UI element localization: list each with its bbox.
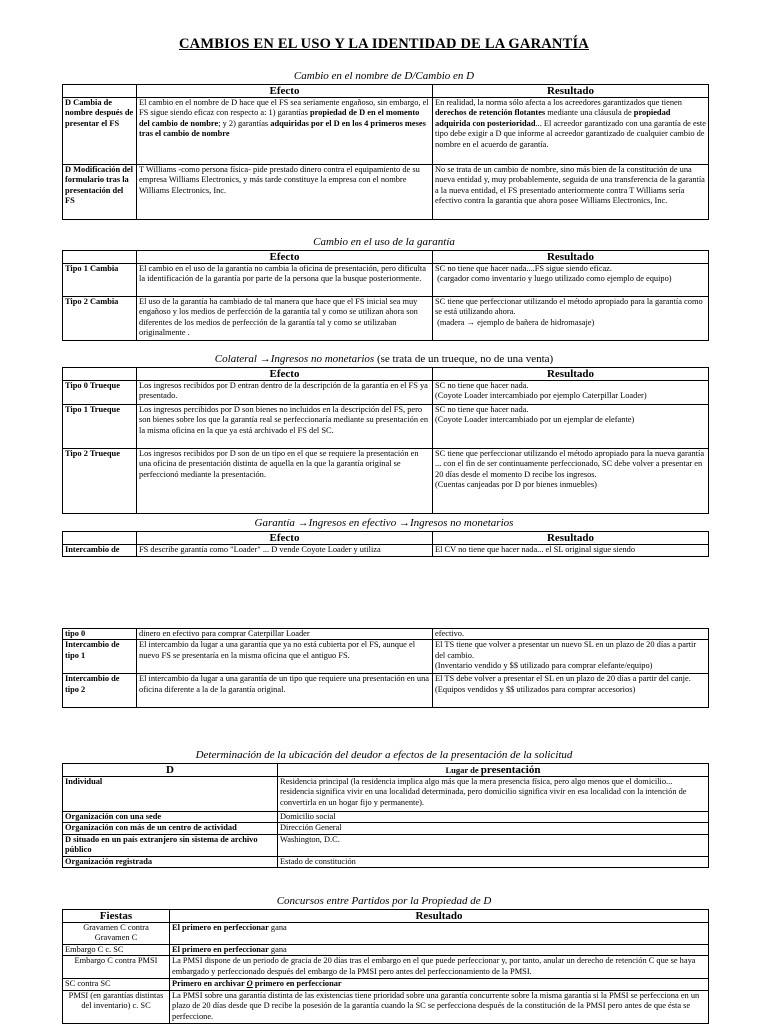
resultado-cell: El CV no tiene que hacer nada... el SL original sigue siendo	[433, 545, 709, 557]
row-label: tipo 0	[63, 629, 137, 640]
result-cell	[170, 979, 709, 990]
table-use-change	[62, 250, 709, 341]
result-cell	[170, 923, 709, 945]
efecto-cell: El cambio en el uso de la garantía no cambia la oficina de presentación, pero dificulta la identificación de la garantía por parte de la persona que la busque posteriormente.	[137, 264, 433, 297]
table-row	[63, 923, 709, 945]
row-label: Tipo 2 Cambia	[63, 297, 137, 341]
table-debtor-location	[62, 763, 709, 868]
text-run: En realidad, la norma sólo afecta a los acreedores garantizados que tienen	[435, 98, 682, 107]
resultado-cell: El TS tiene que volver a presentar un nuevo SL en un plazo de 20 días a partir del cambio. (Inventario vendido y $$ utilizado para comprar elefante/equipo)	[433, 640, 709, 674]
table-contests	[62, 909, 709, 1024]
resultado-cell: SC no tiene que hacer nada....FS sigue siendo eficaz. (cargador como inventario y luego utilizado como ejemplo de equipo)	[433, 264, 709, 297]
table-row	[63, 856, 709, 867]
result-cell	[170, 945, 709, 956]
efecto-cell: El uso de la garantía ha cambiado de tal manera que hace que el FS inicial sea muy engañoso y los medios de perfección de la garantía tal y como se utilizan ahora son diferentes de los medios de perfección de la garantía tal y como se utilizaban originalmente .	[137, 297, 433, 341]
efecto-cell: El intercambio da lugar a una garantía de un tipo que requiere una presentación en una oficina diferente a la de la garantía original.	[137, 674, 433, 708]
table-row	[63, 264, 709, 297]
resultado-cell: SC tiene que perfeccionar utilizando el método apropiado para la nueva garantía ... con el fin de ser continuamente perfeccionado, SC debe volver a presentar en 20 días desde el momento D recibe los ingresos. (Cuentas canjeadas por D por bienes inmuebles)	[433, 449, 709, 514]
section-caption-debtor-location: Determinación de la ubicación del deudor a efectos de la presentación de la solicitud	[195, 749, 573, 761]
row-label: Intercambio de tipo 1	[63, 640, 137, 674]
resultado-cell: El TS debe volver a presentar el SL en un plazo de 20 días a partir del canje. (Equipos vendidos y $$ utilizados para comprar accesorios)	[433, 674, 709, 708]
debtor-type: Individual	[63, 777, 278, 812]
table-row	[63, 640, 709, 674]
table-cash-proceeds-cont	[62, 628, 709, 708]
row-label: Intercambio de	[63, 545, 137, 557]
table-row	[63, 674, 709, 708]
text-run: adquiridas por el D en los 4 primeros meses tras el cambio de nombre	[139, 118, 426, 139]
text-run: El cambio en el nombre de D hace que el FS sea seriamente engañoso, sin embargo, el FS sigue siendo eficaz con respecto a: 1) garantías	[139, 98, 429, 118]
text-run: gana	[268, 923, 287, 932]
table-barter	[62, 367, 709, 514]
efecto-cell	[137, 98, 433, 165]
text-run: propiedad de D en el momento del cambio de nombre	[139, 108, 420, 128]
filing-place: Dirección General	[278, 823, 709, 834]
row-label: Intercambio de tipo 2	[63, 674, 137, 708]
table-row	[63, 629, 709, 640]
parties: Gravamen C contra Gravamen C	[63, 923, 170, 945]
header-resultado: Resultado	[170, 910, 709, 923]
table-name-change	[62, 84, 709, 220]
row-label: Tipo 2 Trueque	[63, 449, 137, 514]
table-cash-proceeds-top	[62, 531, 709, 557]
text-run: derechos de retención flotantes	[435, 108, 546, 118]
header-resultado: Resultado	[433, 532, 709, 545]
section-caption-barter: Colateral →Ingresos no monetarios (se trata de un trueque, no de una venta)	[214, 353, 554, 365]
text-run: primero en perfeccionar	[252, 979, 342, 989]
parties: Embargo C contra PMSI	[63, 956, 170, 979]
text-run: O	[246, 979, 253, 989]
text-run: No se trata de un cambio de nombre, sino más bien de la constitución de una nueva entidad y, muy probablemente, seguida de una transferencia de la garantía a la nueva entidad, el FS presentado anteriormente contra T Williams sería efectivo contra la garantía que ahora posee Williams Electronics, Inc.	[435, 165, 705, 206]
efecto-cell: Los ingresos recibidos por D entran dentro de la descripción de la garantía en el FS ya presentado.	[137, 381, 433, 405]
table-row	[63, 777, 709, 812]
header-lugar: Lugar de presentación	[278, 764, 709, 777]
parties: Embargo C c. SC	[63, 945, 170, 956]
header-efecto: Efecto	[137, 368, 433, 381]
debtor-type: Organización con más de un centro de actividad	[63, 823, 278, 834]
resultado-cell	[433, 98, 709, 165]
row-label: Tipo 0 Trueque	[63, 381, 137, 405]
text-run: propiedad adquirida con posterioridad	[435, 108, 671, 128]
header-efecto: Efecto	[137, 532, 433, 545]
debtor-type: Organización con una sede	[63, 812, 278, 823]
table-row	[63, 945, 709, 956]
filing-place: Domicilio social	[278, 812, 709, 823]
header-efecto: Efecto	[137, 251, 433, 264]
section-caption-name-change: Cambio en el nombre de D/Cambio en D	[293, 70, 475, 82]
parties: PMSI (en garantías distintas del inventario) c. SC	[63, 990, 170, 1023]
resultado-cell: efectivo.	[433, 629, 709, 640]
table-row	[63, 165, 709, 220]
table-row	[63, 545, 709, 557]
text-run: gana	[268, 945, 287, 954]
efecto-cell: FS describe garantía como "Loader" ... D vende Coyote Loader y utiliza	[137, 545, 433, 557]
text-run: La PMSI sobre una garantía distinta de las existencias tiene prioridad sobre una garantía concurrente sobre la misma garantía si la PMSI se perfecciona en un plazo de 20 días desde que D recibe la posesión de la garantía cuando la SC se perfecciona después de la constitución de la PMSI pero antes de que ésta se perfeccione.	[172, 990, 700, 1021]
table-row	[63, 405, 709, 449]
header-resultado: Resultado	[433, 251, 709, 264]
text-run: T Williams -como persona física- pide prestado dinero contra el equipamiento de su empresa Williams Electronics, y más tarde constituye la empresa con el nombre Williams Electronics, Inc.	[139, 165, 420, 195]
text-run: ; y 2) garantías	[218, 118, 271, 128]
parties: SC contra SC	[63, 979, 170, 990]
efecto-cell	[137, 165, 433, 220]
resultado-cell	[433, 165, 709, 220]
efecto-cell: Los ingresos recibidos por D son de un tipo en el que se requiere la presentación en una oficina de presentación distinta de aquella en la que la garantía original se perfeccionó mediante la presentación.	[137, 449, 433, 514]
header-efecto: Efecto	[137, 85, 433, 98]
section-caption-use-change: Cambio en el uso de la garantía	[313, 236, 455, 248]
debtor-type: D situado en un país extranjero sin sistema de archivo público	[63, 834, 278, 856]
table-row	[63, 381, 709, 405]
resultado-cell: SC tiene que perfeccionar utilizando el método apropiado para la garantía como se está utilizando ahora. (madera → ejemplo de bañera de hidromasaje)	[433, 297, 709, 341]
table-row	[63, 956, 709, 979]
table-row	[63, 979, 709, 990]
filing-place: Estado de constitución	[278, 856, 709, 867]
table-row	[63, 823, 709, 834]
text-run: El primero en perfeccionar	[172, 945, 269, 954]
text-run: mediante una cláusula de	[545, 108, 634, 118]
text-run: La PMSI dispone de un periodo de gracia de 20 días tras el embargo en el que puede perfeccionar y, por tanto, anular un derecho de retención C que se haya embargado y perfeccionado después del embargo de la PMSI pero antes del perfeccionamiento de la PMSI.	[172, 956, 696, 976]
table-row	[63, 834, 709, 856]
efecto-cell: El intercambio da lugar a una garantía que ya no está cubierta por el FS, aunque el nuevo FS se presentaría en la misma oficina que el antiguo FS.	[137, 640, 433, 674]
header-d: D	[63, 764, 278, 777]
row-label: Tipo 1 Cambia	[63, 264, 137, 297]
section-caption-cash-proceeds: Garantía →Ingresos en efectivo →Ingresos no monetarios	[254, 517, 514, 529]
result-cell	[170, 990, 709, 1023]
page-title: CAMBIOS EN EL USO Y LA IDENTIDAD DE LA GARANTÍA	[179, 36, 589, 52]
efecto-cell: dinero en efectivo para comprar Caterpillar Loader	[137, 629, 433, 640]
header-resultado: Resultado	[433, 85, 709, 98]
text-run: El primero en perfeccionar	[172, 923, 269, 932]
header-resultado: Resultado	[433, 368, 709, 381]
text-run: ... El acreedor garantizado con una garantía de este tipo debe exigir a D que informe al acreedor garantizado de cualquier cambio de nombre en el acuerdo de garantía.	[435, 118, 706, 149]
row-label: D Cambia de nombre después de presentar el FS	[63, 98, 137, 165]
text-run: Primero en archivar	[172, 979, 247, 989]
resultado-cell: SC no tiene que hacer nada. (Coyote Loader intercambiado por un ejemplar de elefante)	[433, 405, 709, 449]
result-cell	[170, 956, 709, 979]
debtor-type: Organización registrada	[63, 856, 278, 867]
filing-place: Washington, D.C.	[278, 834, 709, 856]
row-label: Tipo 1 Trueque	[63, 405, 137, 449]
table-row	[63, 297, 709, 341]
filing-place: Residencia principal (la residencia implica algo más que la mera presencia física, pero algo menos que el domicilio... residencia significa vivir en una localidad determinada, pero domicilio significa vivir en esa localidad con la intención de convertirla en un hogar fijo y permanente).	[278, 777, 709, 812]
table-row	[63, 449, 709, 514]
header-fiestas: Fiestas	[63, 910, 170, 923]
table-row	[63, 990, 709, 1023]
row-label: D Modificación del formulario tras la presentación del FS	[63, 165, 137, 220]
table-row	[63, 98, 709, 165]
table-row	[63, 812, 709, 823]
efecto-cell: Los ingresos percibidos por D son bienes no incluidos en la descripción del FS, pero son bienes sobre los que la garantía real se perfeccionaría mediante su presentación en la misma oficina en la que ya está archivado el FS del SC.	[137, 405, 433, 449]
section-caption-contests: Concursos entre Partidos por la Propiedad de D	[276, 895, 492, 907]
resultado-cell: SC no tiene que hacer nada. (Coyote Loader intercambiado por ejemplo Caterpillar Loader)	[433, 381, 709, 405]
